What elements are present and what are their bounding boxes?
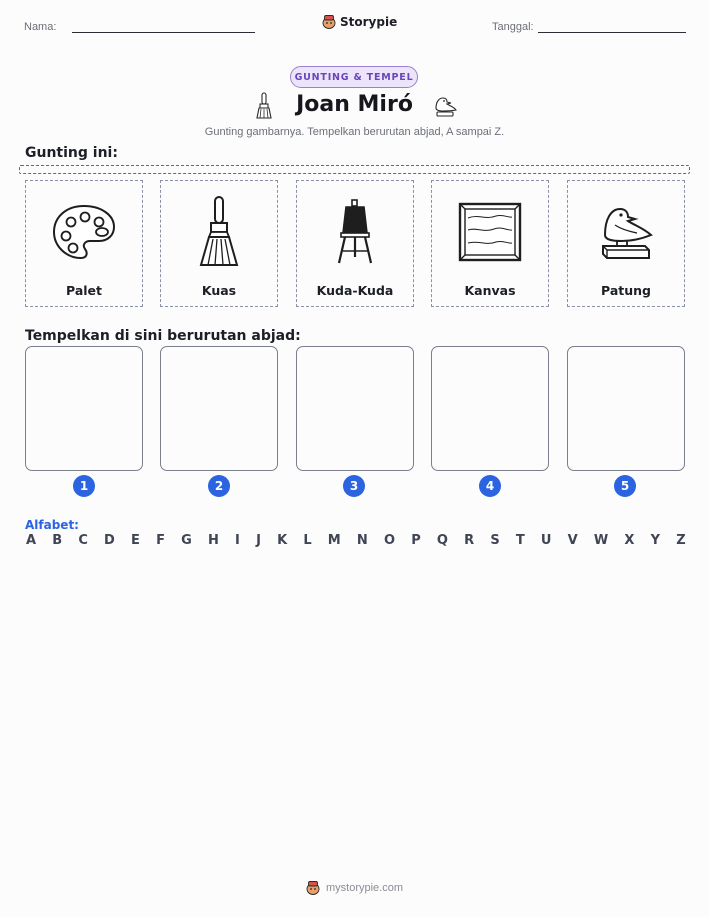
card-label: Patung [601, 283, 651, 298]
cut-card-palet[interactable] [25, 180, 143, 307]
cut-line[interactable] [19, 165, 690, 174]
canvas-icon [456, 200, 524, 264]
alphabet-letter: C [78, 533, 88, 548]
footer [0, 880, 709, 895]
slot-number: 1 [73, 475, 95, 497]
bird-statue-icon [430, 94, 458, 118]
card-label: Palet [66, 283, 102, 298]
alphabet-letter: Q [436, 533, 448, 548]
card-label: Kanvas [464, 283, 516, 298]
cut-card-patung[interactable] [567, 180, 685, 307]
brand-name: Storypie [340, 14, 398, 29]
easel-icon [332, 199, 378, 265]
card-label: Kuas [201, 283, 237, 298]
activity-badge: GUNTING & TEMPEL [290, 66, 418, 88]
alphabet-letter: T [515, 533, 525, 548]
paste-slot[interactable] [567, 346, 685, 471]
storypie-mascot-icon [306, 880, 320, 895]
alphabet-letter: I [235, 533, 240, 548]
slot-number: 4 [479, 475, 501, 497]
date-line[interactable] [538, 32, 686, 33]
paste-slot[interactable] [25, 346, 143, 471]
bird-statue-icon [595, 201, 657, 263]
alphabet-letter: B [52, 533, 63, 548]
paste-slot[interactable] [431, 346, 549, 471]
alphabet-letter: W [593, 533, 609, 548]
alphabet-letter: R [464, 533, 475, 548]
alphabet-letter: J [256, 533, 261, 548]
alphabet-row [26, 533, 686, 548]
alphabet-letter: L [303, 533, 312, 548]
alphabet-label: Alfabet: [25, 518, 79, 532]
name-label: Nama: [24, 21, 57, 33]
alphabet-letter: M [327, 533, 341, 548]
alphabet-letter: S [490, 533, 500, 548]
footer-url[interactable]: mystorypie.com [325, 881, 404, 894]
alphabet-letter: Z [676, 533, 686, 548]
alphabet-letter: F [156, 533, 165, 548]
alphabet-letter: N [356, 533, 368, 548]
alphabet-letter: D [104, 533, 115, 548]
cut-card-kanvas[interactable] [431, 180, 549, 307]
alphabet-letter: G [181, 533, 192, 548]
paste-heading: Tempelkan di sini berurutan abjad: [25, 328, 301, 344]
cut-card-kuda-kuda[interactable] [296, 180, 414, 307]
name-line[interactable] [72, 32, 255, 33]
slot-number: 2 [208, 475, 230, 497]
alphabet-letter: H [207, 533, 219, 548]
alphabet-letter: X [624, 533, 635, 548]
alphabet-letter: O [383, 533, 396, 548]
paintbrush-icon [196, 195, 242, 269]
brand-logo [322, 14, 397, 29]
paste-slot[interactable] [296, 346, 414, 471]
card-label: Kuda-Kuda [316, 283, 394, 298]
slot-number: 3 [343, 475, 365, 497]
page-title: Joan Miró [296, 92, 413, 117]
alphabet-letter: P [411, 533, 421, 548]
alphabet-letter: A [26, 533, 37, 548]
palette-icon [51, 202, 117, 262]
alphabet-letter: E [131, 533, 140, 548]
alphabet-letter: U [540, 533, 552, 548]
alphabet-letter: Y [650, 533, 661, 548]
alphabet-letter: K [277, 533, 288, 548]
cut-heading: Gunting ini: [25, 145, 118, 161]
storypie-mascot-icon [322, 14, 336, 29]
instructions: Gunting gambarnya. Tempelkan berurutan abjad, A sampai Z. [204, 126, 505, 138]
cut-card-kuas[interactable] [160, 180, 278, 307]
paste-slot[interactable] [160, 346, 278, 471]
date-label: Tanggal: [492, 21, 534, 33]
slot-number: 5 [614, 475, 636, 497]
alphabet-letter: V [567, 533, 578, 548]
